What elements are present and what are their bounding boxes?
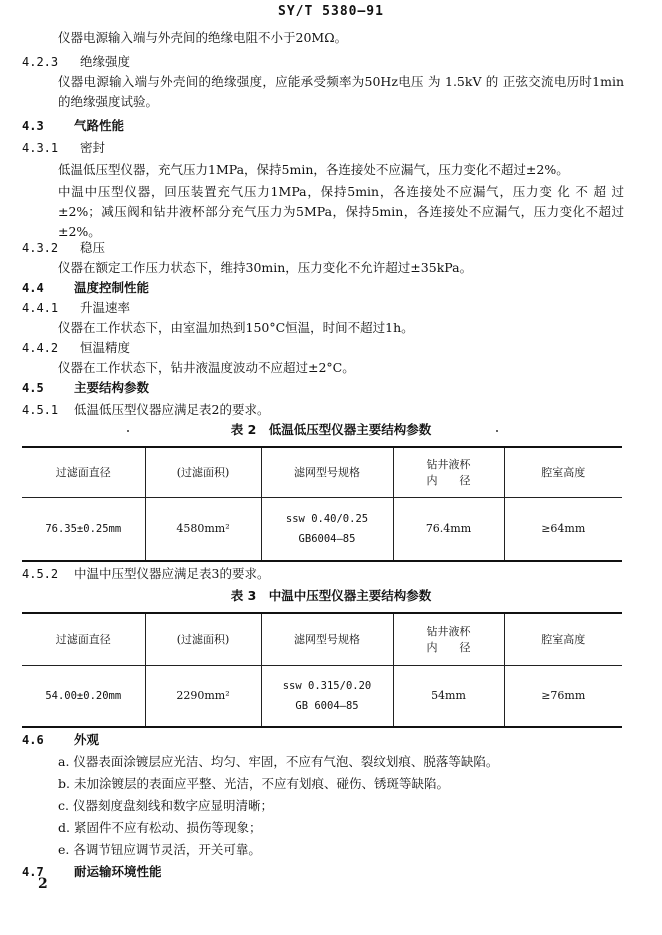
section-4-5 bbox=[22, 378, 149, 398]
paragraph-insulation-strength bbox=[22, 72, 624, 112]
cell-screen-spec bbox=[261, 497, 393, 561]
paragraph-temperature-precision: 仪器在工作状态下，钻井液温度波动不应超过±2°C。 bbox=[58, 360, 355, 375]
header-filter-area: (过滤面积) bbox=[145, 447, 261, 497]
paragraph-seal-low bbox=[22, 160, 624, 180]
header-line: 内 径 bbox=[426, 474, 471, 488]
section-number: 4.5.2 bbox=[22, 567, 59, 581]
section-4-4-1 bbox=[22, 298, 130, 318]
cell-filter-diameter: 54.00±0.20mm bbox=[22, 665, 145, 727]
section-title: 温度控制性能 bbox=[74, 280, 150, 295]
header-filter-area: (过滤面积) bbox=[145, 613, 261, 665]
paragraph-seal-medium bbox=[22, 182, 624, 242]
header-screen-spec: 滤网型号规格 bbox=[261, 447, 393, 497]
section-title: 恒温精度 bbox=[80, 340, 131, 355]
section-text: 低温低压型仪器应满足表2的要求。 bbox=[74, 402, 270, 417]
table-3 bbox=[22, 612, 622, 728]
section-number: 4.3 bbox=[22, 119, 44, 133]
paragraph-pressure-stability: 仪器在额定工作压力状态下，维持30min，压力变化不允许超过±35kPa。 bbox=[58, 260, 473, 275]
cell-line: GB6004—85 bbox=[298, 532, 356, 545]
table-row bbox=[22, 665, 622, 727]
cell-line: ssw 0.315/0.20 bbox=[282, 679, 372, 692]
cell-filter-area: 4580mm² bbox=[145, 497, 261, 561]
header-chamber-height: 腔室高度 bbox=[504, 613, 622, 665]
header-line: 内 径 bbox=[426, 641, 471, 655]
section-number: 4.3.1 bbox=[22, 141, 59, 155]
header-filter-diameter: 过滤面直径 bbox=[22, 613, 145, 665]
section-number: 4.7 bbox=[22, 865, 44, 879]
paragraph-insulation-resistance: 仪器电源输入端与外壳间的绝缘电阻不小于20MΩ。 bbox=[58, 30, 348, 45]
cell-chamber-height: ≥64mm bbox=[504, 497, 622, 561]
paragraph-text: 低温低压型仪器，充气压力1MPa，保持5min，各连接处不应漏气，压力变化不超过±2%。 bbox=[58, 162, 569, 177]
table-header-row bbox=[22, 447, 622, 497]
section-title: 密封 bbox=[80, 140, 106, 155]
section-number: 4.4.1 bbox=[22, 301, 59, 315]
section-4-5-2 bbox=[22, 564, 269, 584]
section-4-3-2 bbox=[22, 238, 105, 258]
section-number: 4.3.2 bbox=[22, 241, 59, 255]
cell-chamber-height: ≥76mm bbox=[504, 665, 622, 727]
section-4-4 bbox=[22, 278, 149, 298]
section-title: 稳压 bbox=[80, 240, 106, 255]
section-title: 升温速率 bbox=[80, 300, 131, 315]
header-cup-inner-diameter bbox=[393, 447, 504, 497]
table-2-caption: 表 2 低温低压型仪器主要结构参数 bbox=[230, 422, 432, 437]
table-2 bbox=[22, 446, 622, 562]
cell-filter-area: 2290mm² bbox=[145, 665, 261, 727]
section-number: 4.6 bbox=[22, 733, 44, 747]
section-4-5-1 bbox=[22, 400, 269, 420]
header-chamber-height: 腔室高度 bbox=[504, 447, 622, 497]
section-title: 主要结构参数 bbox=[74, 380, 150, 395]
table-row bbox=[22, 497, 622, 561]
standard-header: SY/T 5380—91 bbox=[278, 4, 384, 19]
header-filter-diameter: 过滤面直径 bbox=[22, 447, 145, 497]
section-4-2-3 bbox=[22, 52, 130, 72]
section-number: 4.2.3 bbox=[22, 55, 59, 69]
cell-line: ssw 0.40/0.25 bbox=[285, 512, 369, 525]
cell-cup-inner-diameter: 54mm bbox=[393, 665, 504, 727]
section-number: 4.5 bbox=[22, 381, 44, 395]
section-4-4-2 bbox=[22, 338, 130, 358]
section-title: 气路性能 bbox=[74, 118, 125, 133]
header-cup-inner-diameter bbox=[393, 613, 504, 665]
section-number: 4.4.2 bbox=[22, 341, 59, 355]
table-3-caption: 表 3 中温中压型仪器主要结构参数 bbox=[230, 588, 432, 603]
section-number: 4.4 bbox=[22, 281, 44, 295]
header-line: 钻井液杯 bbox=[426, 625, 471, 639]
section-title: 外观 bbox=[74, 732, 100, 747]
header-line: 钻井液杯 bbox=[426, 458, 471, 472]
section-text: 中温中压型仪器应满足表3的要求。 bbox=[74, 566, 270, 581]
cell-screen-spec bbox=[261, 665, 393, 727]
paragraph-text: 仪器电源输入端与外壳间的绝缘强度，应能承受频率为50Hz电压 为 1.5kV 的 正弦交流电历时1min的绝缘强度试验。 bbox=[58, 74, 624, 109]
appearance-item-b: b. 未加涂镀层的表面应平整、光洁，不应有划痕、碰伤、锈斑等缺陷。 bbox=[58, 776, 449, 791]
appearance-item-d: d. 紧固件不应有松动、损伤等现象； bbox=[58, 820, 262, 835]
section-number: 4.5.1 bbox=[22, 403, 59, 417]
cell-line: GB 6004—85 bbox=[295, 699, 359, 712]
section-title: 耐运输环境性能 bbox=[74, 864, 162, 879]
section-4-3 bbox=[22, 116, 124, 136]
section-4-6 bbox=[22, 730, 99, 750]
cell-cup-inner-diameter: 76.4mm bbox=[393, 497, 504, 561]
paragraph-heating-rate: 仪器在工作状态下，由室温加热到150°C恒温，时间不超过1h。 bbox=[58, 320, 414, 335]
section-title: 绝缘强度 bbox=[80, 54, 131, 69]
section-4-3-1 bbox=[22, 138, 105, 158]
header-screen-spec: 滤网型号规格 bbox=[261, 613, 393, 665]
appearance-item-e: e. 各调节钮应调节灵活，开关可靠。 bbox=[58, 842, 261, 857]
paragraph-text: 中温中压型仪器，回压装置充气压力1MPa，保持5min，各连接处不应漏气，压力变 化 不 超 过±2%；减压阀和钻井液杯部分充气压力为5MPa，保持5min，各连接处不应漏气，压力变化不超过±2%。 bbox=[58, 184, 624, 239]
table-header-row bbox=[22, 613, 622, 665]
appearance-item-a: a. 仪器表面涂镀层应光洁、均匀、牢固，不应有气泡、裂纹划痕、脱落等缺陷。 bbox=[58, 754, 499, 769]
page-number: 2 bbox=[38, 876, 48, 892]
cell-filter-diameter: 76.35±0.25mm bbox=[22, 497, 145, 561]
appearance-item-c: c. 仪器刻度盘刻线和数字应显明清晰； bbox=[58, 798, 273, 813]
